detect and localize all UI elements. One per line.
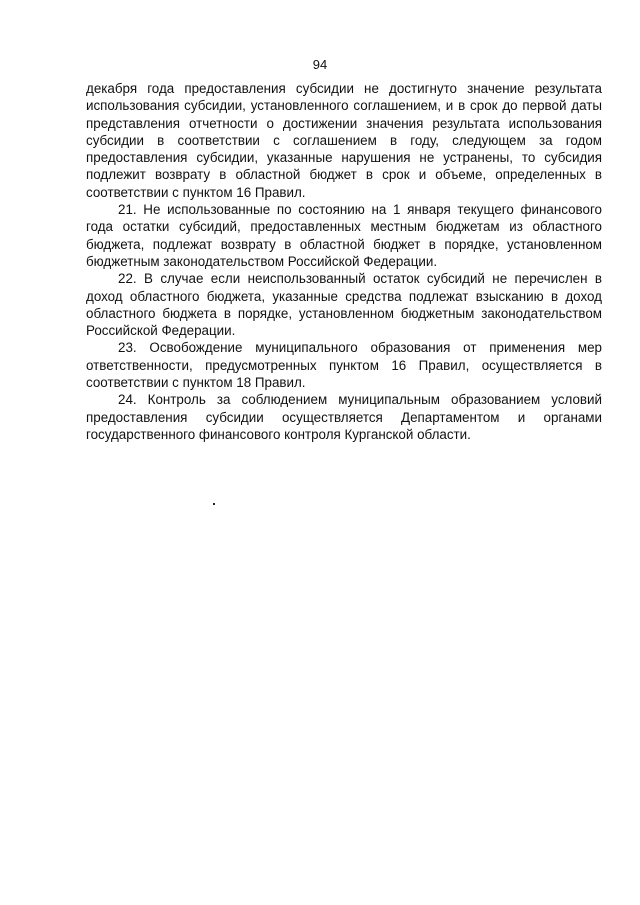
paragraph-24: 24. Контроль за соблюдением муниципальным образованием условий предоставления субсидии осуществляется Департаментом и органами государственного финансового контроля Курганской области. [86,392,602,442]
document-body [86,80,602,443]
paragraph-23: 23. Освобождение муниципального образования от применения мер ответственности, предусмотренных пунктом 16 Правил, осуществляется в соответствии с пунктом 18 Правил. [86,340,602,391]
page-number: 94 [312,57,328,72]
paragraph-continuation: декабря года предоставления субсидии не достигнуто значение результата использования субсидии, установленного соглашением, и в срок до первой даты представления отчетности о достижении значения результата использования субсидии в соответствии с соглашением в году, следующем за годом предоставления субсидии, указанные нарушения не устранены, то субсидия подлежит возврату в областной бюджет в срок и объеме, определенных в соответствии с пунктом 16 Правил. [86,81,602,200]
paragraph-22: 22. В случае если неиспользованный остаток субсидий не перечислен в доход областного бюджета, указанные средства подлежат взысканию в доход областного бюджета в порядке, установленном бюджетным законодательством Российской Федерации. [86,271,602,339]
stray-dot-mark [213,503,215,505]
paragraph-21: 21. Не использованные по состоянию на 1 января текущего финансового года остатки субсидий, предоставленных местным бюджетам из областного бюджета, подлежат возврату в областной бюджет в порядке, установленном бюджетным законодательством Российской Федерации. [86,202,602,269]
